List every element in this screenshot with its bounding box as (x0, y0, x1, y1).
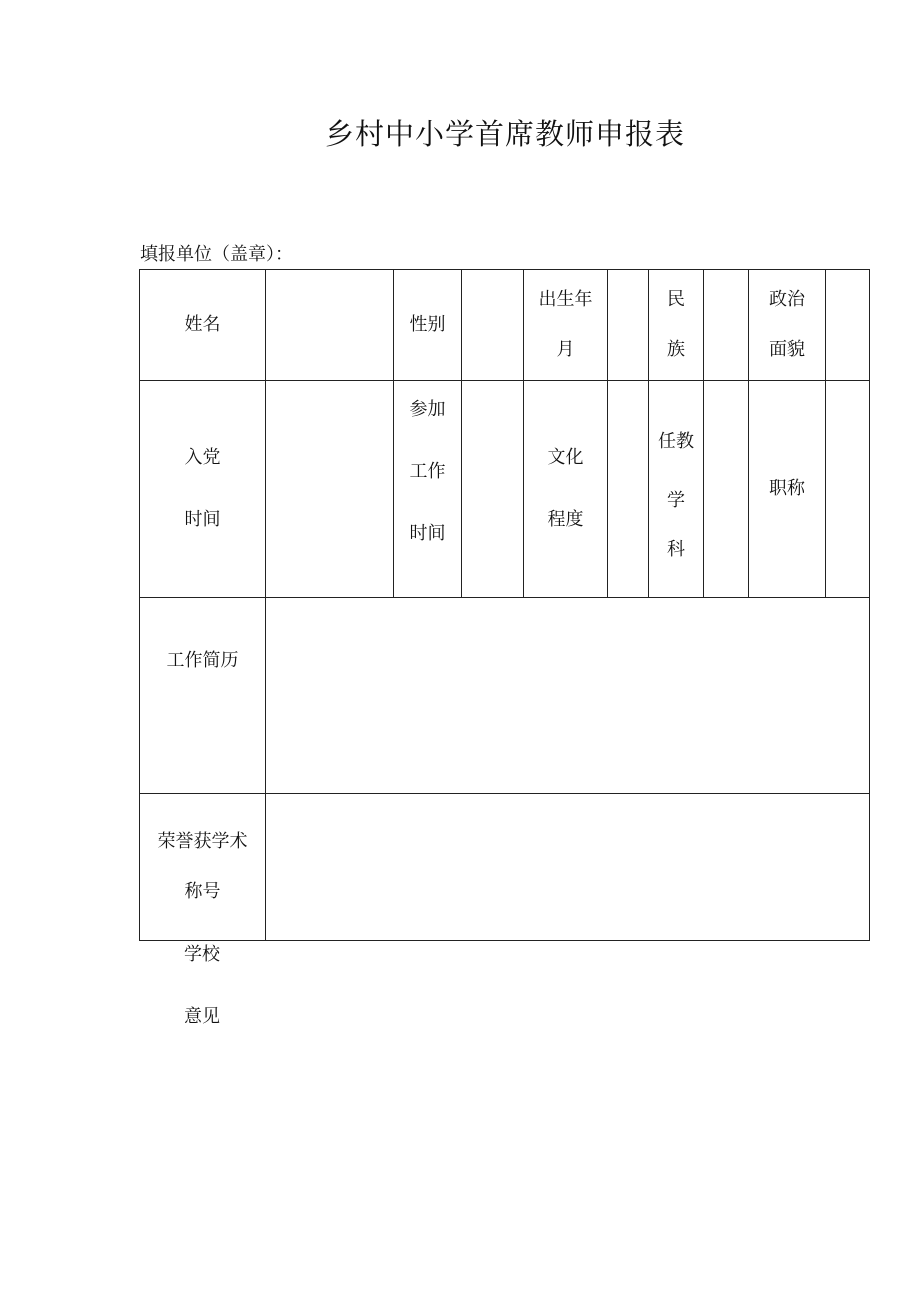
name-label: 姓名 (184, 314, 221, 335)
education-value-cell[interactable] (608, 381, 649, 598)
party-label-line1: 入党 (184, 447, 221, 468)
honor-value-cell[interactable] (266, 794, 870, 941)
honor-label-line2: 称号 (184, 881, 221, 902)
unit-label: 填报单位（盖章）： (140, 244, 293, 265)
gender-label-cell (394, 270, 462, 381)
political-label-line1: 政治 (769, 289, 805, 310)
birth-label-cell (524, 270, 608, 381)
work-start-label-line3: 时间 (409, 523, 446, 544)
party-value-cell[interactable] (266, 381, 394, 598)
subject-label-line2: 学 (667, 490, 685, 511)
work-start-value-cell[interactable] (462, 381, 524, 598)
education-label-line1: 文化 (547, 447, 584, 468)
honor-label-cell (140, 794, 266, 941)
honor-label-line1: 荣誉获学术 (157, 831, 248, 852)
gender-label: 性别 (409, 314, 446, 335)
political-label-line2: 面貌 (769, 339, 805, 360)
subject-value-cell[interactable] (704, 381, 749, 598)
name-label-cell (140, 270, 266, 381)
ethnic-label-cell (649, 270, 704, 381)
subject-label-cell (649, 381, 704, 598)
ethnic-value-cell[interactable] (704, 270, 749, 381)
gender-value-cell[interactable] (462, 270, 524, 381)
political-value-cell[interactable] (826, 270, 870, 381)
resume-value-cell[interactable] (266, 598, 870, 794)
school-opinion-label-line1: 学校 (184, 944, 220, 965)
resume-label-cell (140, 598, 266, 794)
birth-value-cell[interactable] (608, 270, 649, 381)
school-opinion-label-line2: 意见 (184, 1006, 220, 1027)
party-label-line2: 时间 (184, 509, 221, 530)
subject-label-line3: 科 (667, 539, 685, 560)
birth-label-line1: 出生年 (538, 289, 593, 310)
party-label-cell (140, 381, 266, 598)
education-label-cell (524, 381, 608, 598)
work-start-label-cell (394, 381, 462, 598)
work-start-label-line1: 参加 (409, 399, 446, 420)
subject-label-line1: 任教 (658, 431, 694, 452)
ethnic-label-line2: 族 (667, 339, 685, 360)
education-label-line2: 程度 (547, 509, 584, 530)
work-start-label-line2: 工作 (409, 461, 446, 482)
name-value-cell[interactable] (266, 270, 394, 381)
resume-label: 工作简历 (166, 650, 239, 671)
job-title-value-cell[interactable] (826, 381, 870, 598)
political-label-cell (749, 270, 826, 381)
ethnic-label-line1: 民 (667, 289, 685, 310)
birth-label-line2: 月 (556, 339, 575, 360)
job-title-label: 职称 (769, 478, 805, 499)
job-title-label-cell (749, 381, 826, 598)
page-title: 乡村中小学首席教师申报表 (324, 117, 685, 151)
